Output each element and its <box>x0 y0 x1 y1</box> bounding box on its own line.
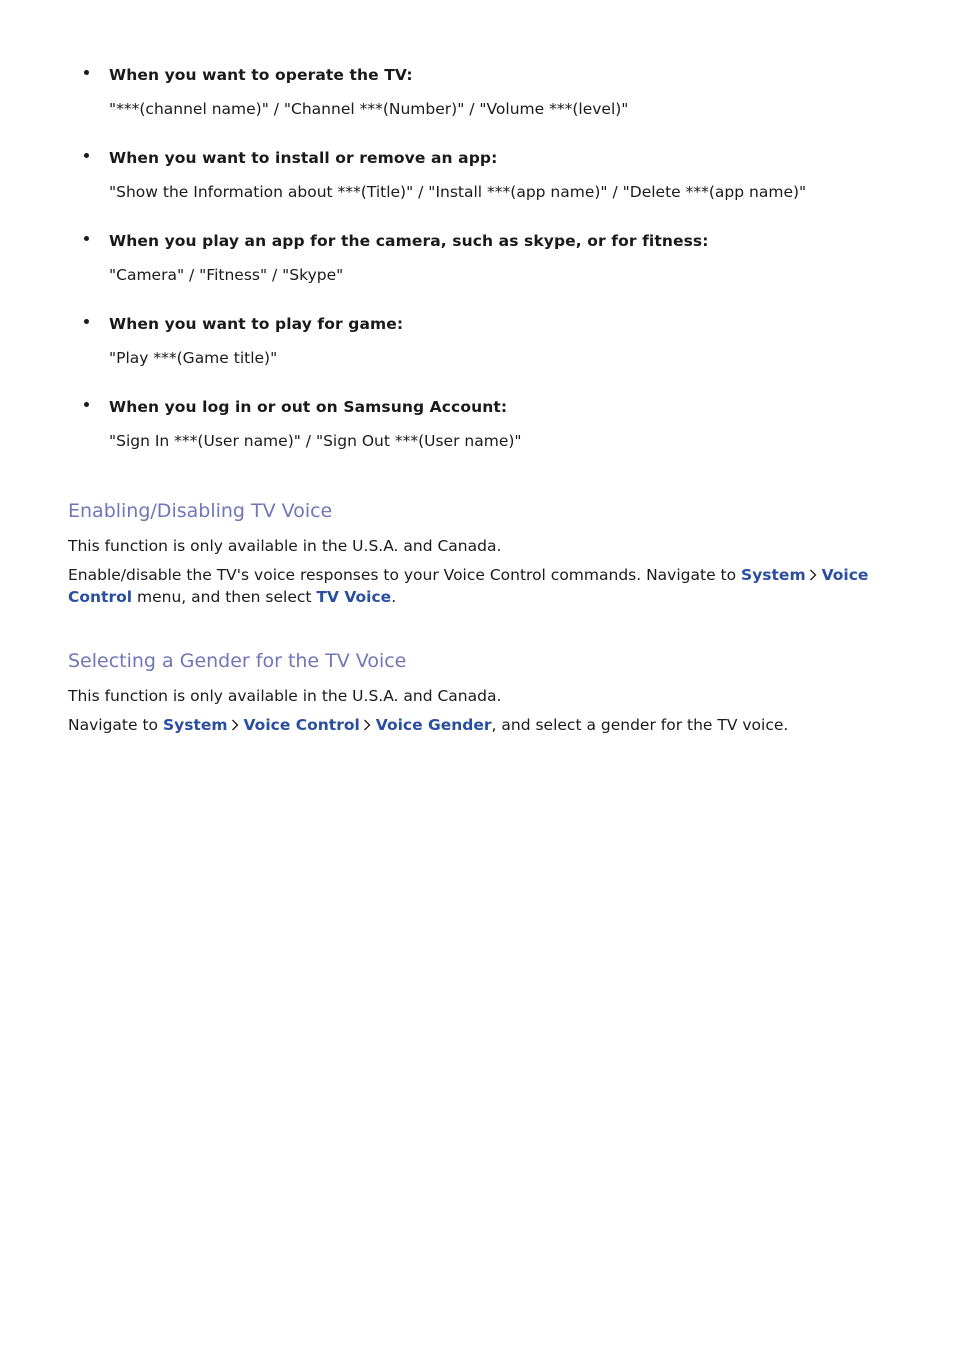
bullet-dot-icon <box>84 70 89 75</box>
list-item <box>68 390 898 458</box>
bullet-dot-icon <box>84 236 89 241</box>
section-gender-tv-voice <box>68 649 898 736</box>
bullet-dot-icon <box>84 319 89 324</box>
nav-text: , and select a gender for the TV voice. <box>491 716 789 734</box>
manual-page <box>68 58 898 743</box>
bullet-example: "Camera" / "Fitness" / "Skype" <box>109 266 344 284</box>
section-title: Selecting a Gender for the TV Voice <box>68 650 407 672</box>
menu-link-system[interactable]: System <box>162 716 228 734</box>
bullet-heading: When you want to play for game: <box>109 315 404 333</box>
availability-note: This function is only available in the U.S.A. and Canada. <box>68 537 502 555</box>
nav-text: menu, and then select <box>132 588 317 606</box>
menu-link-tv-voice[interactable]: TV Voice <box>316 588 392 606</box>
chevron-right-icon <box>363 719 371 731</box>
menu-link-voice-control[interactable]: Voice Control <box>68 566 869 606</box>
chevron-right-icon <box>231 719 239 731</box>
voice-command-list <box>68 58 898 458</box>
bullet-heading: When you want to install or remove an app: <box>109 149 498 167</box>
section-enabling-tv-voice <box>68 499 898 608</box>
list-item <box>68 307 898 375</box>
list-item <box>68 58 898 126</box>
nav-text: Enable/disable the TV's voice responses to your Voice Control commands. Navigate to <box>68 566 742 584</box>
bullet-heading: When you want to operate the TV: <box>109 66 413 84</box>
list-item <box>68 224 898 292</box>
bullet-example: "Sign In ***(User name)" / "Sign Out ***(User name)" <box>109 432 522 450</box>
bullet-heading: When you log in or out on Samsung Account: <box>109 398 508 416</box>
menu-link-system[interactable]: System <box>741 566 806 584</box>
availability-note: This function is only available in the U.S.A. and Canada. <box>68 687 502 705</box>
bullet-example: "Show the Information about ***(Title)" / "Install ***(app name)" / "Delete ***(app name)" <box>109 183 807 201</box>
menu-link-voice-control[interactable]: Voice Control <box>243 716 360 734</box>
bullet-dot-icon <box>84 153 89 158</box>
bullet-example: "***(channel name)" / "Channel ***(Number)" / "Volume ***(level)" <box>109 100 629 118</box>
chevron-right-icon <box>809 569 817 581</box>
bullet-dot-icon <box>84 402 89 407</box>
bullet-example: "Play ***(Game title)" <box>109 349 278 367</box>
menu-link-voice-gender[interactable]: Voice Gender <box>375 716 492 734</box>
navigation-instruction <box>68 714 898 736</box>
list-item <box>68 141 898 209</box>
bullet-heading: When you play an app for the camera, such as skype, or for fitness: <box>109 232 709 250</box>
navigation-instruction <box>68 564 898 608</box>
nav-text: . <box>391 588 397 606</box>
section-title: Enabling/Disabling TV Voice <box>68 500 333 522</box>
nav-text: Navigate to <box>68 716 163 734</box>
